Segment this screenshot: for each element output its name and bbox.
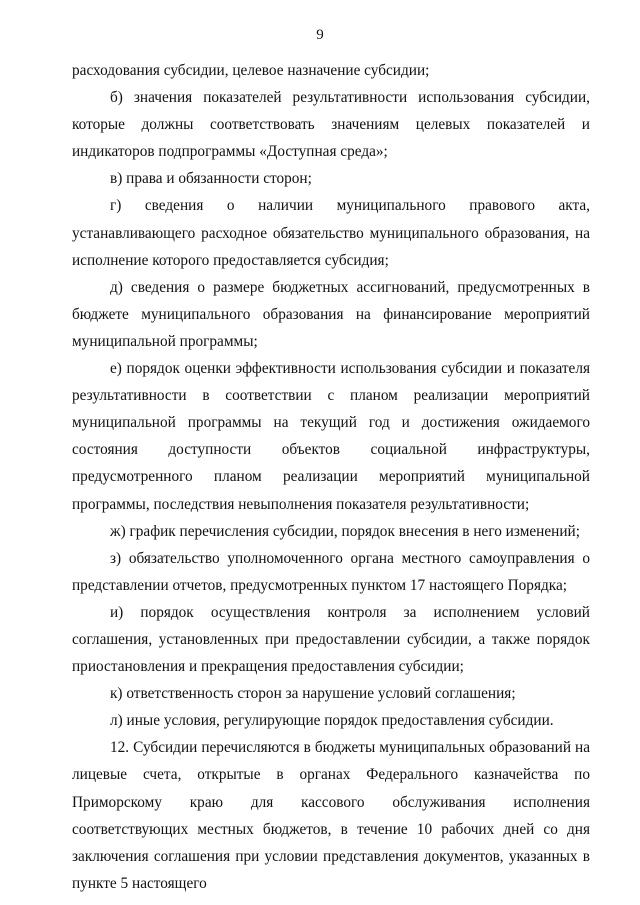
paragraph-item-g: г) сведения о наличии муниципального правового акта, устанавливающего расходное обязательство муниципального образования, на исполнение которого предоставляется субсидия; [72,197,590,269]
paragraph-continuation: расходования субсидии, целевое назначение субсидии; [72,62,430,79]
paragraph-item-v: в) права и обязанности сторон; [110,170,312,188]
paragraph-item-b: б) значения показателей результативности использования субсидии, которые должны соответствовать значениям целевых показателей и индикаторов подпрограммы «Доступная среда»; [72,89,590,161]
paragraph-item-l: л) иные условия, регулирующие порядок предоставления субсидии. [110,712,554,730]
paragraph-12: 12. Субсидии перечисляются в бюджеты муниципальных образований на лицевые счета, открытые в органах Федерального казначейства по Приморскому краю для кассового обслуживания исполнения соответствующих местных бюджетов, в течение 10 рабочих дней со дня заключения соглашения при условии представления документов, указанных в пункте 5 настоящего [72,739,590,892]
paragraph-item-e: е) порядок оценки эффективности использования субсидии и показателя результативности в соответствии с планом реализации мероприятий муниципальной программы на текущий год и достижения ожидаемого состояния доступности объектов социальной инфраструктуры, предусмотренного планом реализации мероприятий муниципальной программы, последствия невыполнения показателя результативности; [72,360,590,513]
paragraph-item-d: д) сведения о размере бюджетных ассигнований, предусмотренных в бюджете муниципального образования на финансирование мероприятий муниципальной программы; [72,278,590,350]
paragraph-item-zh: ж) график перечисления субсидии, порядок внесения в него изменений; [110,522,580,540]
paragraph-item-z: з) обязательство уполномоченного органа местного самоуправления о представлении отчетов, предусмотренных пунктом 17 настоящего Порядка; [72,549,590,594]
document-body [72,57,590,897]
paragraph-item-i: и) порядок осуществления контроля за исполнением условий соглашения, установленных при предоставлении субсидии, а также порядок приостановления и прекращения предоставления субсидии; [72,603,590,676]
paragraph-item-k: к) ответственность сторон за нарушение условий соглашения; [110,685,516,703]
page-number: 9 [316,27,324,43]
